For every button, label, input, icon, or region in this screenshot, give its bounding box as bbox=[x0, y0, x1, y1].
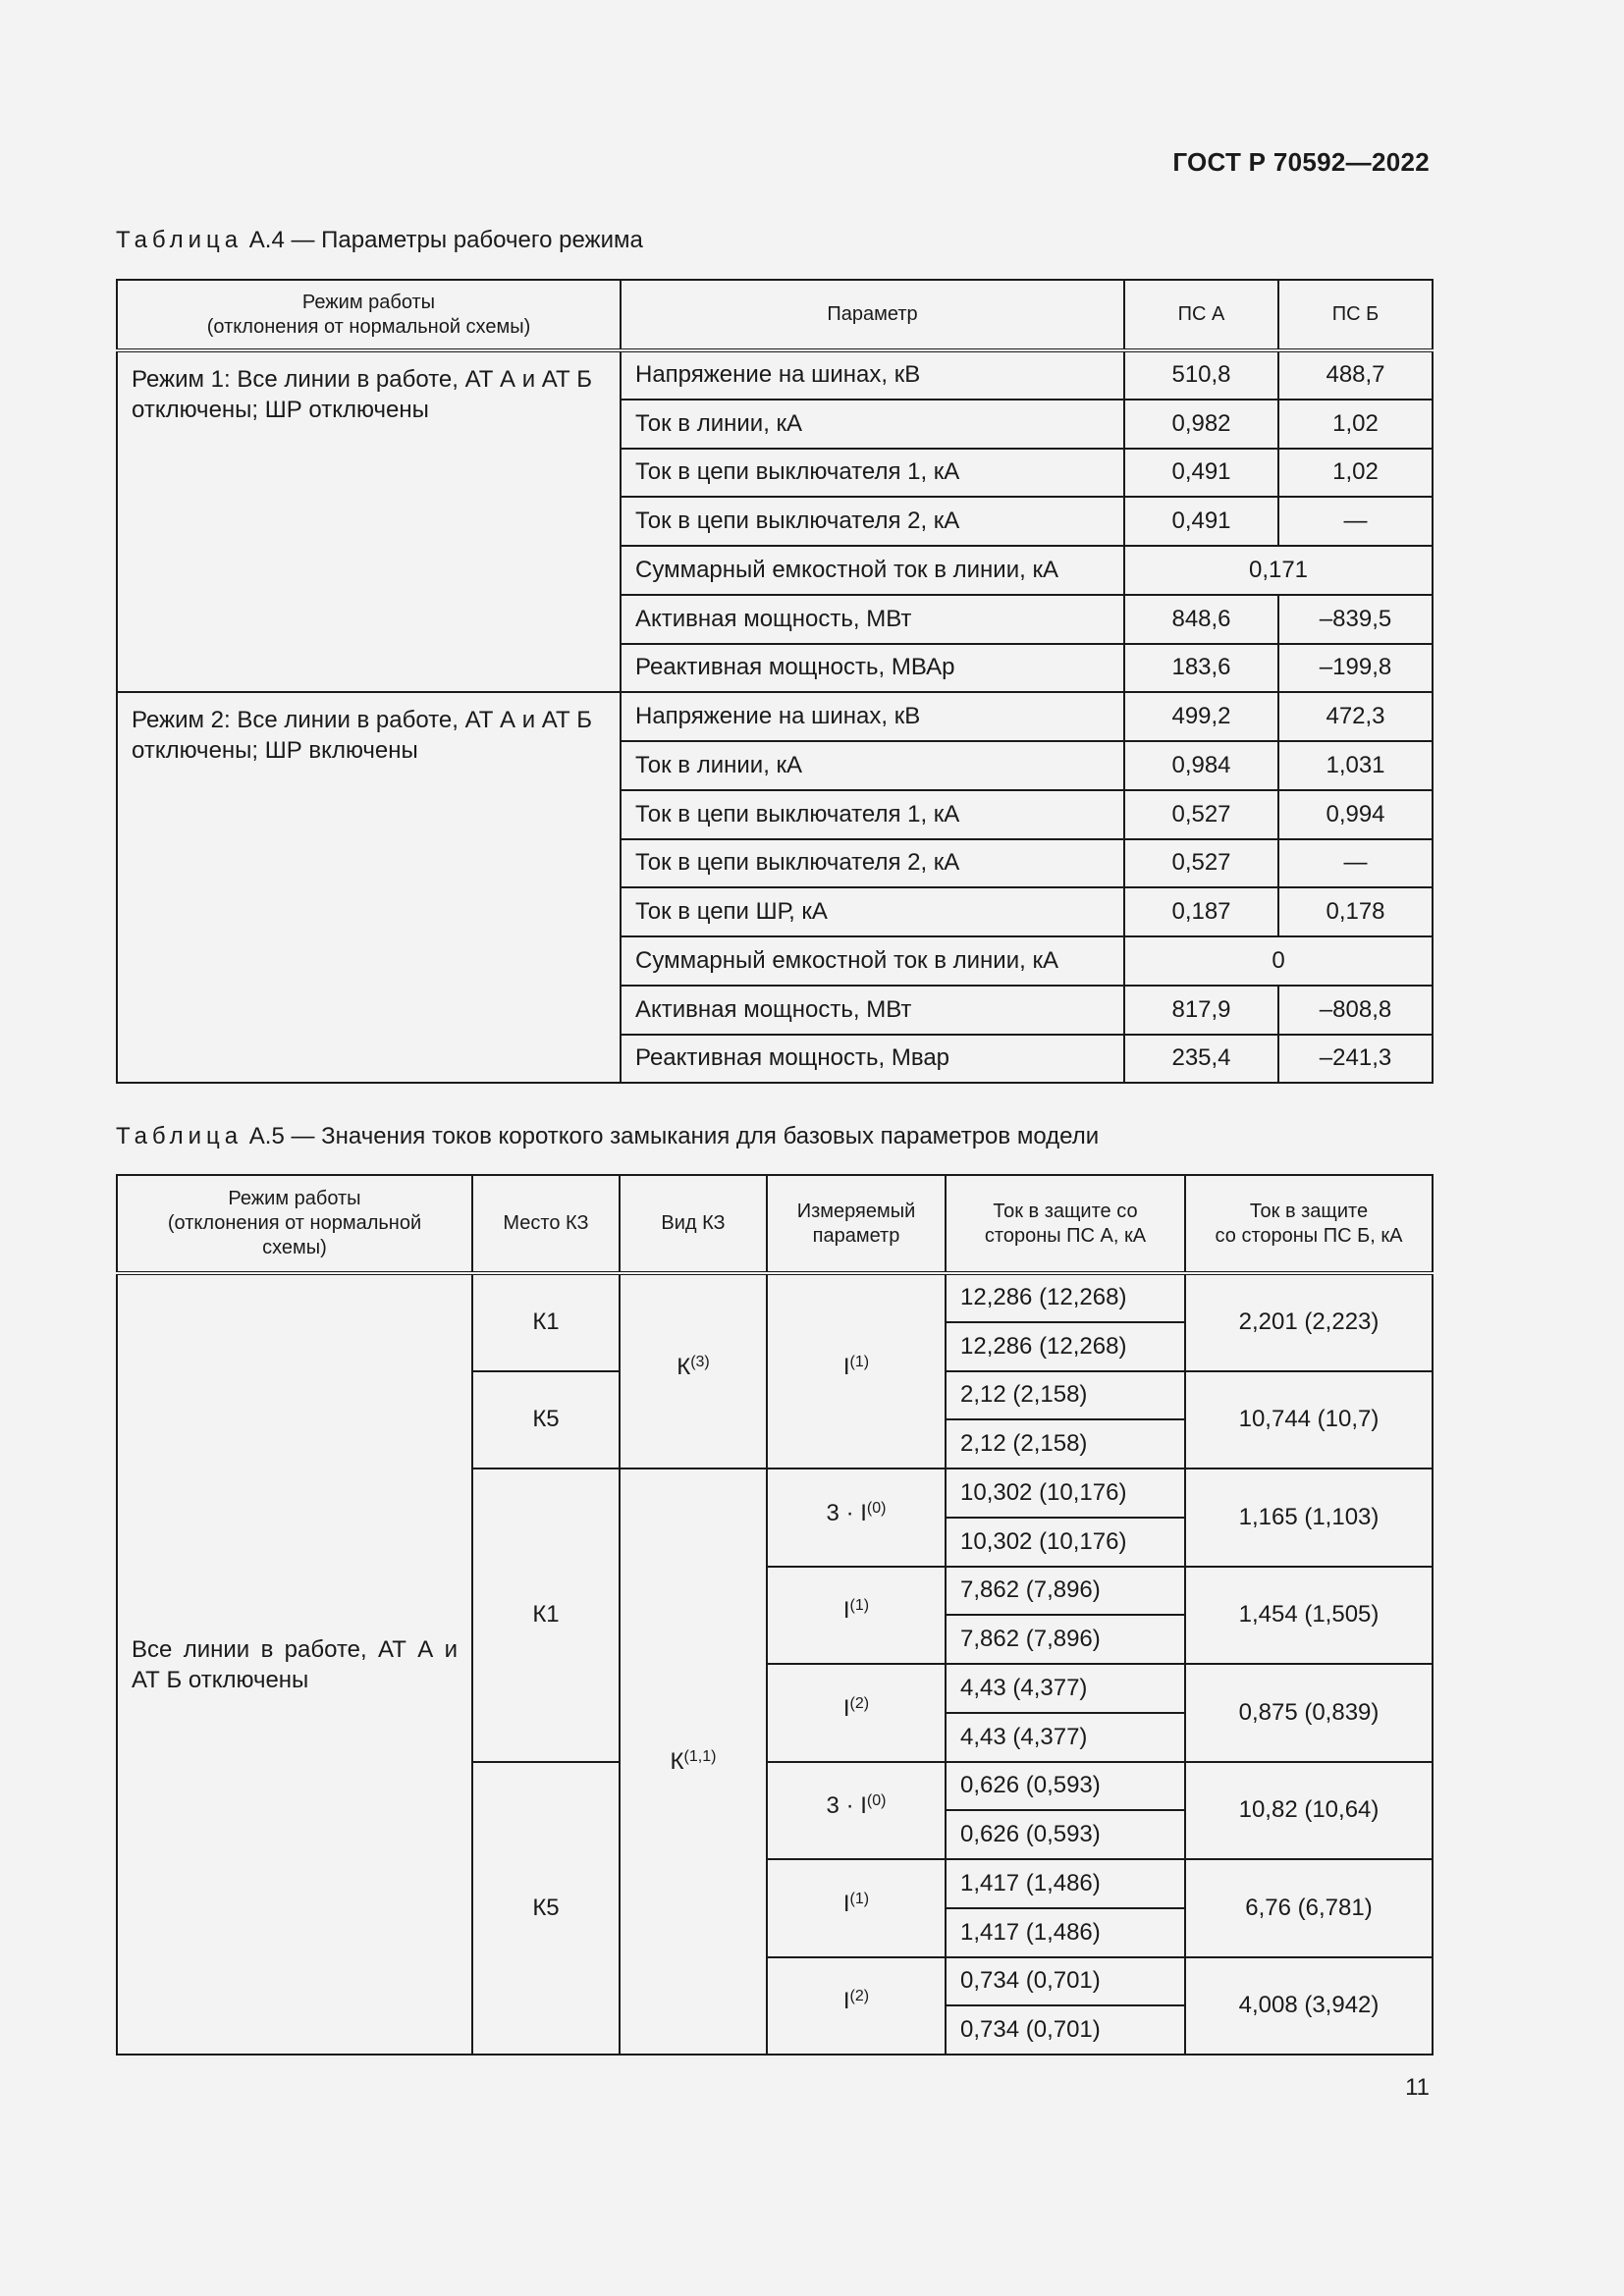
table-a4-header-row bbox=[117, 280, 1433, 350]
table-a4-header-ps-b: ПС Б bbox=[1278, 280, 1433, 350]
table-a5 bbox=[116, 1174, 1434, 2056]
param-cell bbox=[767, 1957, 946, 2056]
table-a5-header-mode: Режим работы (отклонения от нормальной схемы) bbox=[117, 1175, 472, 1273]
value-ps-a: 10,302 (10,176) bbox=[946, 1468, 1185, 1518]
table-row bbox=[117, 350, 1433, 400]
param-cell bbox=[767, 1273, 946, 1468]
param-sup: (2) bbox=[849, 1988, 870, 2005]
param-cell: Ток в цепи выключателя 1, кА bbox=[621, 449, 1124, 498]
table-a4-header-ps-a: ПС А bbox=[1124, 280, 1278, 350]
param-base: 3 · I bbox=[826, 1499, 867, 1526]
mode-cell: Все линии в работе, АТ А и АТ Б отключены bbox=[117, 1273, 472, 2055]
table-a4 bbox=[116, 279, 1434, 1084]
value-ps-a: 12,286 (12,268) bbox=[946, 1273, 1185, 1322]
value-ps-a: 4,43 (4,377) bbox=[946, 1713, 1185, 1762]
value-ps-b: –199,8 bbox=[1278, 644, 1433, 693]
param-sup: (1) bbox=[849, 1597, 870, 1615]
param-base: I bbox=[842, 1354, 850, 1380]
param-sup: (0) bbox=[866, 1792, 887, 1810]
value-ps-a: 0,734 (0,701) bbox=[946, 1957, 1185, 2006]
value-merged: 0 bbox=[1124, 936, 1433, 986]
value-ps-a: 0,527 bbox=[1124, 790, 1278, 839]
table-a5-caption-text: А.5 — Значения токов короткого замыкания для базовых параметров модели bbox=[243, 1123, 1100, 1149]
value-ps-b: — bbox=[1278, 497, 1433, 546]
value-ps-b: 0,875 (0,839) bbox=[1185, 1664, 1433, 1762]
table-a5-header-row bbox=[117, 1175, 1433, 1273]
value-ps-b: 488,7 bbox=[1278, 350, 1433, 400]
standard-number: ГОСТ Р 70592—2022 bbox=[1172, 147, 1430, 177]
param-cell: Напряжение на шинах, кВ bbox=[621, 350, 1124, 400]
param-cell: Ток в цепи выключателя 2, кА bbox=[621, 497, 1124, 546]
table-a4-header-mode: Режим работы (отклонения от нормальной схемы) bbox=[117, 280, 621, 350]
param-cell bbox=[767, 1859, 946, 1957]
table-a5-header-param: Измеряемый параметр bbox=[767, 1175, 946, 1273]
value-ps-b: 6,76 (6,781) bbox=[1185, 1859, 1433, 1957]
param-cell: Реактивная мощность, МВАр bbox=[621, 644, 1124, 693]
mode-cell: Режим 1: Все линии в работе, АТ А и АТ Б отключены; ШР отключены bbox=[117, 350, 621, 692]
value-ps-a: 0,984 bbox=[1124, 741, 1278, 790]
table-a4-caption bbox=[116, 227, 643, 254]
value-ps-a: 848,6 bbox=[1124, 595, 1278, 644]
value-ps-a: 12,286 (12,268) bbox=[946, 1322, 1185, 1371]
type-base: К bbox=[677, 1354, 691, 1380]
param-base: I bbox=[842, 1597, 850, 1625]
value-ps-b: 1,02 bbox=[1278, 400, 1433, 449]
param-cell bbox=[767, 1567, 946, 1665]
param-sup: (1) bbox=[849, 1354, 870, 1370]
table-a5-header-type: Вид КЗ bbox=[620, 1175, 767, 1273]
type-cell bbox=[620, 1273, 767, 1468]
table-row bbox=[117, 692, 1433, 741]
param-cell: Суммарный емкостной ток в линии, кА bbox=[621, 936, 1124, 986]
value-ps-b: –839,5 bbox=[1278, 595, 1433, 644]
value-ps-b: –808,8 bbox=[1278, 986, 1433, 1035]
table-a4-caption-prefix: Таблица bbox=[116, 227, 244, 253]
param-cell: Реактивная мощность, Мвар bbox=[621, 1035, 1124, 1084]
value-ps-a: 0,491 bbox=[1124, 497, 1278, 546]
value-ps-a: 1,417 (1,486) bbox=[946, 1859, 1185, 1908]
param-base: I bbox=[842, 1890, 850, 1917]
value-merged: 0,171 bbox=[1124, 546, 1433, 595]
value-ps-b: 10,744 (10,7) bbox=[1185, 1371, 1433, 1469]
value-ps-a: 10,302 (10,176) bbox=[946, 1518, 1185, 1567]
param-cell: Суммарный емкостной ток в линии, кА bbox=[621, 546, 1124, 595]
value-ps-b: –241,3 bbox=[1278, 1035, 1433, 1084]
mode-cell: Режим 2: Все линии в работе, АТ А и АТ Б отключены; ШР включены bbox=[117, 692, 621, 1083]
param-cell: Ток в линии, кА bbox=[621, 400, 1124, 449]
table-a5-caption-prefix: Таблица bbox=[116, 1123, 244, 1149]
param-cell: Ток в цепи выключателя 1, кА bbox=[621, 790, 1124, 839]
param-cell bbox=[767, 1664, 946, 1762]
value-ps-a: 183,6 bbox=[1124, 644, 1278, 693]
value-ps-b: 2,201 (2,223) bbox=[1185, 1273, 1433, 1371]
param-base: I bbox=[842, 1694, 850, 1722]
table-a4-caption-text: А.4 — Параметры рабочего режима bbox=[243, 227, 643, 253]
value-ps-b: 1,02 bbox=[1278, 449, 1433, 498]
table-a5-header-current-b: Ток в защите со стороны ПС Б, кА bbox=[1185, 1175, 1433, 1273]
param-sup: (1) bbox=[849, 1890, 870, 1907]
place-cell: К5 bbox=[472, 1762, 620, 2056]
value-ps-a: 1,417 (1,486) bbox=[946, 1908, 1185, 1957]
param-sup: (0) bbox=[866, 1499, 887, 1517]
value-ps-a: 235,4 bbox=[1124, 1035, 1278, 1084]
table-a5-header-current-a: Ток в защите со стороны ПС А, кА bbox=[946, 1175, 1185, 1273]
value-ps-a: 0,626 (0,593) bbox=[946, 1810, 1185, 1859]
value-ps-a: 0,982 bbox=[1124, 400, 1278, 449]
param-cell bbox=[767, 1468, 946, 1567]
value-ps-b: 0,994 bbox=[1278, 790, 1433, 839]
value-ps-a: 0,187 bbox=[1124, 887, 1278, 936]
param-cell: Ток в цепи ШР, кА bbox=[621, 887, 1124, 936]
table-a4-header-param: Параметр bbox=[621, 280, 1124, 350]
value-ps-b: 1,031 bbox=[1278, 741, 1433, 790]
value-ps-a: 0,734 (0,701) bbox=[946, 2005, 1185, 2055]
table-row bbox=[117, 1273, 1433, 1322]
value-ps-a: 2,12 (2,158) bbox=[946, 1419, 1185, 1468]
type-sup: (3) bbox=[690, 1354, 710, 1370]
value-ps-a: 2,12 (2,158) bbox=[946, 1371, 1185, 1420]
value-ps-a: 817,9 bbox=[1124, 986, 1278, 1035]
value-ps-a: 510,8 bbox=[1124, 350, 1278, 400]
param-cell: Ток в линии, кА bbox=[621, 741, 1124, 790]
value-ps-a: 0,527 bbox=[1124, 839, 1278, 888]
value-ps-b: — bbox=[1278, 839, 1433, 888]
type-sup: (1,1) bbox=[683, 1747, 717, 1765]
value-ps-a: 499,2 bbox=[1124, 692, 1278, 741]
value-ps-b: 10,82 (10,64) bbox=[1185, 1762, 1433, 1860]
param-cell: Активная мощность, МВт bbox=[621, 595, 1124, 644]
param-cell: Ток в цепи выключателя 2, кА bbox=[621, 839, 1124, 888]
param-cell: Напряжение на шинах, кВ bbox=[621, 692, 1124, 741]
value-ps-a: 4,43 (4,377) bbox=[946, 1664, 1185, 1713]
param-cell bbox=[767, 1762, 946, 1860]
param-cell: Активная мощность, МВт bbox=[621, 986, 1124, 1035]
type-cell bbox=[620, 1468, 767, 2055]
value-ps-a: 7,862 (7,896) bbox=[946, 1567, 1185, 1616]
table-a5-header-place: Место КЗ bbox=[472, 1175, 620, 1273]
place-cell: К5 bbox=[472, 1371, 620, 1469]
value-ps-b: 1,165 (1,103) bbox=[1185, 1468, 1433, 1567]
param-base: I bbox=[842, 1988, 850, 2015]
value-ps-b: 472,3 bbox=[1278, 692, 1433, 741]
param-sup: (2) bbox=[849, 1694, 870, 1712]
value-ps-a: 0,491 bbox=[1124, 449, 1278, 498]
value-ps-b: 1,454 (1,505) bbox=[1185, 1567, 1433, 1665]
table-a5-caption bbox=[116, 1123, 1099, 1150]
value-ps-b: 0,178 bbox=[1278, 887, 1433, 936]
type-base: К bbox=[670, 1747, 684, 1775]
place-cell: К1 bbox=[472, 1468, 620, 1762]
value-ps-a: 0,626 (0,593) bbox=[946, 1762, 1185, 1811]
value-ps-b: 4,008 (3,942) bbox=[1185, 1957, 1433, 2056]
place-cell: К1 bbox=[472, 1273, 620, 1371]
value-ps-a: 7,862 (7,896) bbox=[946, 1615, 1185, 1664]
param-base: 3 · I bbox=[826, 1792, 867, 1820]
page-number: 11 bbox=[1405, 2074, 1430, 2101]
